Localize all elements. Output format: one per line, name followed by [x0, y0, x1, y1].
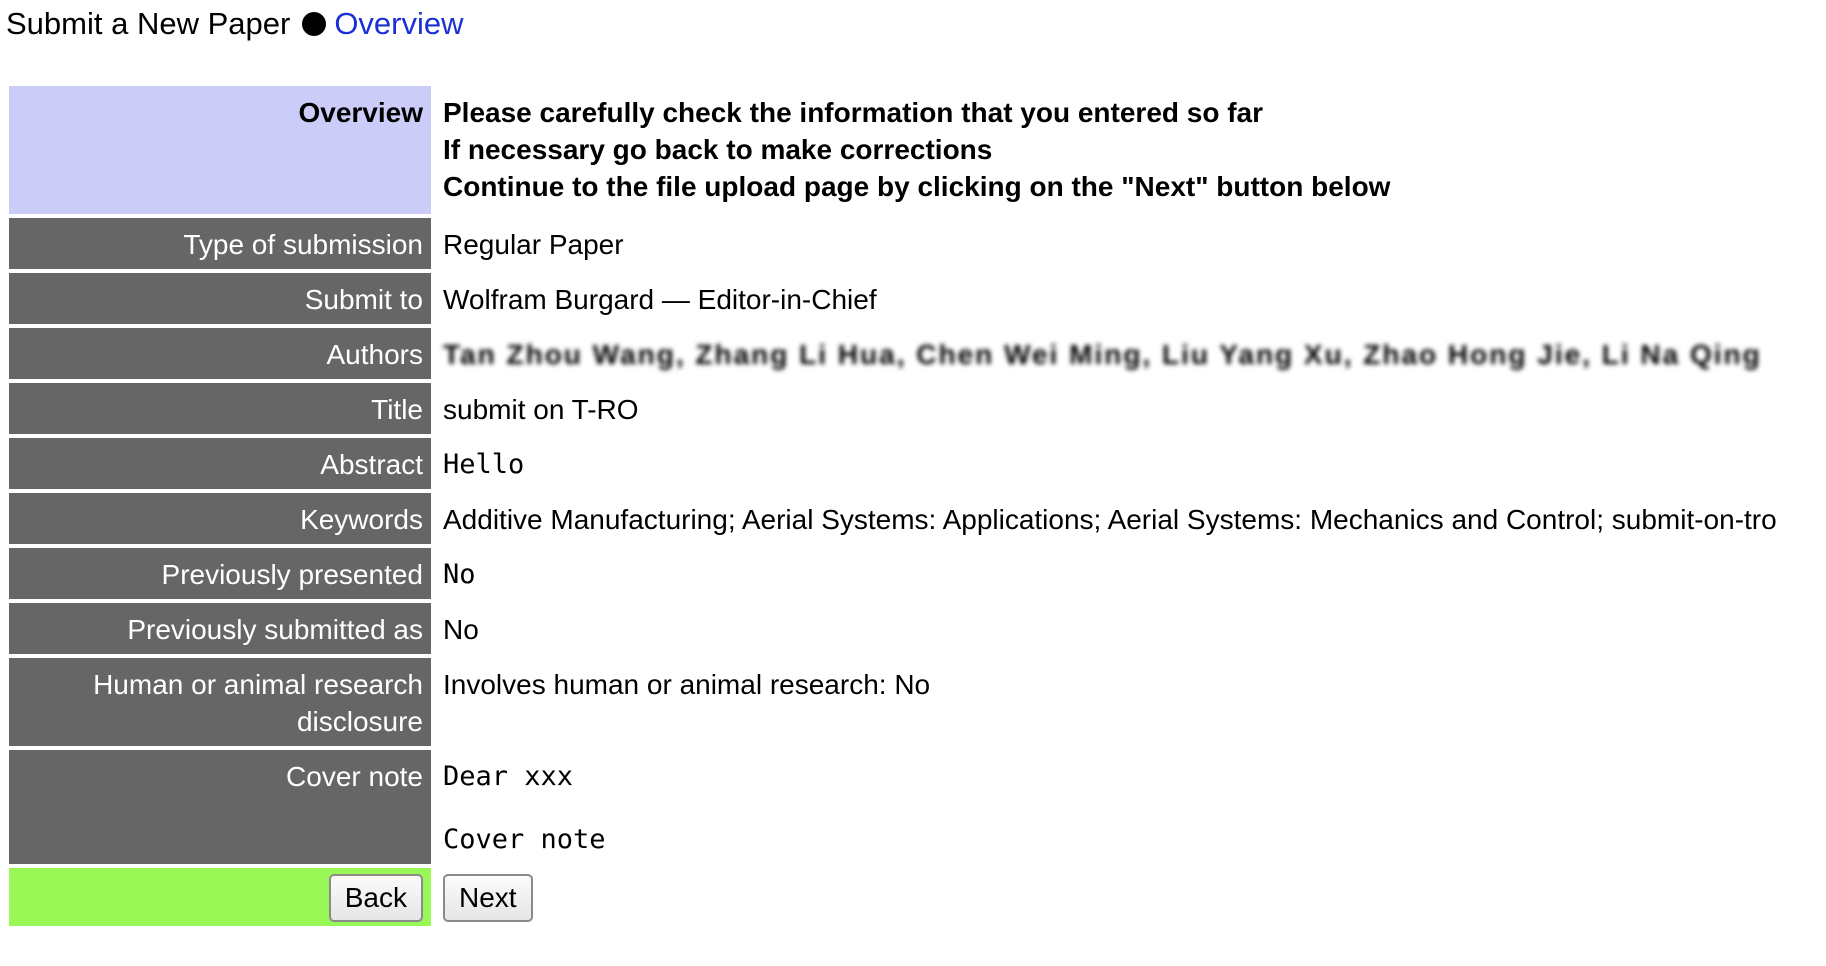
submit-to-label: Submit to — [9, 273, 431, 324]
abstract-label: Abstract — [9, 438, 431, 489]
human-animal-label-line: Human or animal research — [93, 669, 423, 700]
next-cell — [433, 868, 1785, 926]
overview-instructions — [433, 86, 1785, 214]
keywords-label: Keywords — [9, 493, 431, 544]
overview-link[interactable]: Overview — [334, 6, 464, 41]
type-row — [9, 218, 1785, 269]
cover-note-label: Cover note — [9, 750, 431, 864]
previously-presented-label: Previously presented — [9, 548, 431, 599]
instruction-line: If necessary go back to make corrections — [443, 134, 993, 165]
cover-note-line: Cover note — [443, 824, 606, 855]
previously-submitted-label: Previously submitted as — [9, 603, 431, 654]
cover-note-row — [9, 750, 1785, 864]
submit-to-row — [9, 273, 1785, 324]
next-button[interactable]: Next — [443, 874, 533, 922]
authors-redacted-text: Tan Zhou Wang, Zhang Li Hua, Chen Wei Ming, Liu Yang Xu, Zhao Hong Jie, Li Na Qing — [443, 339, 1762, 370]
page-header — [6, 4, 464, 44]
human-animal-row — [9, 658, 1785, 746]
title-value: submit on T-RO — [433, 383, 1785, 434]
previously-submitted-row — [9, 603, 1785, 654]
cover-note-value — [433, 750, 1785, 864]
previously-presented-row — [9, 548, 1785, 599]
actions-row — [9, 868, 1785, 926]
bullet-icon — [302, 12, 326, 36]
overview-label: Overview — [9, 86, 431, 214]
back-cell — [9, 868, 431, 926]
human-animal-label-line: disclosure — [296, 706, 423, 737]
previously-presented-value: No — [433, 548, 1785, 599]
submission-overview-table — [7, 82, 1787, 930]
overview-row — [9, 86, 1785, 214]
instruction-line: Please carefully check the information that you entered so far — [443, 97, 1264, 128]
cover-note-gap — [443, 795, 1777, 821]
previously-submitted-value: No — [433, 603, 1785, 654]
keywords-row — [9, 493, 1785, 544]
instruction-line: Continue to the file upload page by clicking on the "Next" button below — [443, 171, 1391, 202]
human-animal-value: Involves human or animal research: No — [433, 658, 1785, 746]
authors-row — [9, 328, 1785, 379]
keywords-value: Additive Manufacturing; Aerial Systems: Applications; Aerial Systems: Mechanics and Control; submit-on-tro — [433, 493, 1785, 544]
page-title: Submit a New Paper — [6, 6, 291, 41]
submit-to-value: Wolfram Burgard — Editor-in-Chief — [433, 273, 1785, 324]
authors-value — [433, 328, 1785, 379]
type-label: Type of submission — [9, 218, 431, 269]
human-animal-label — [9, 658, 431, 746]
authors-label: Authors — [9, 328, 431, 379]
abstract-value: Hello — [433, 438, 1785, 489]
title-label: Title — [9, 383, 431, 434]
cover-note-line: Dear xxx — [443, 761, 574, 792]
type-value: Regular Paper — [433, 218, 1785, 269]
title-row — [9, 383, 1785, 434]
back-button[interactable]: Back — [329, 874, 423, 922]
abstract-row — [9, 438, 1785, 489]
